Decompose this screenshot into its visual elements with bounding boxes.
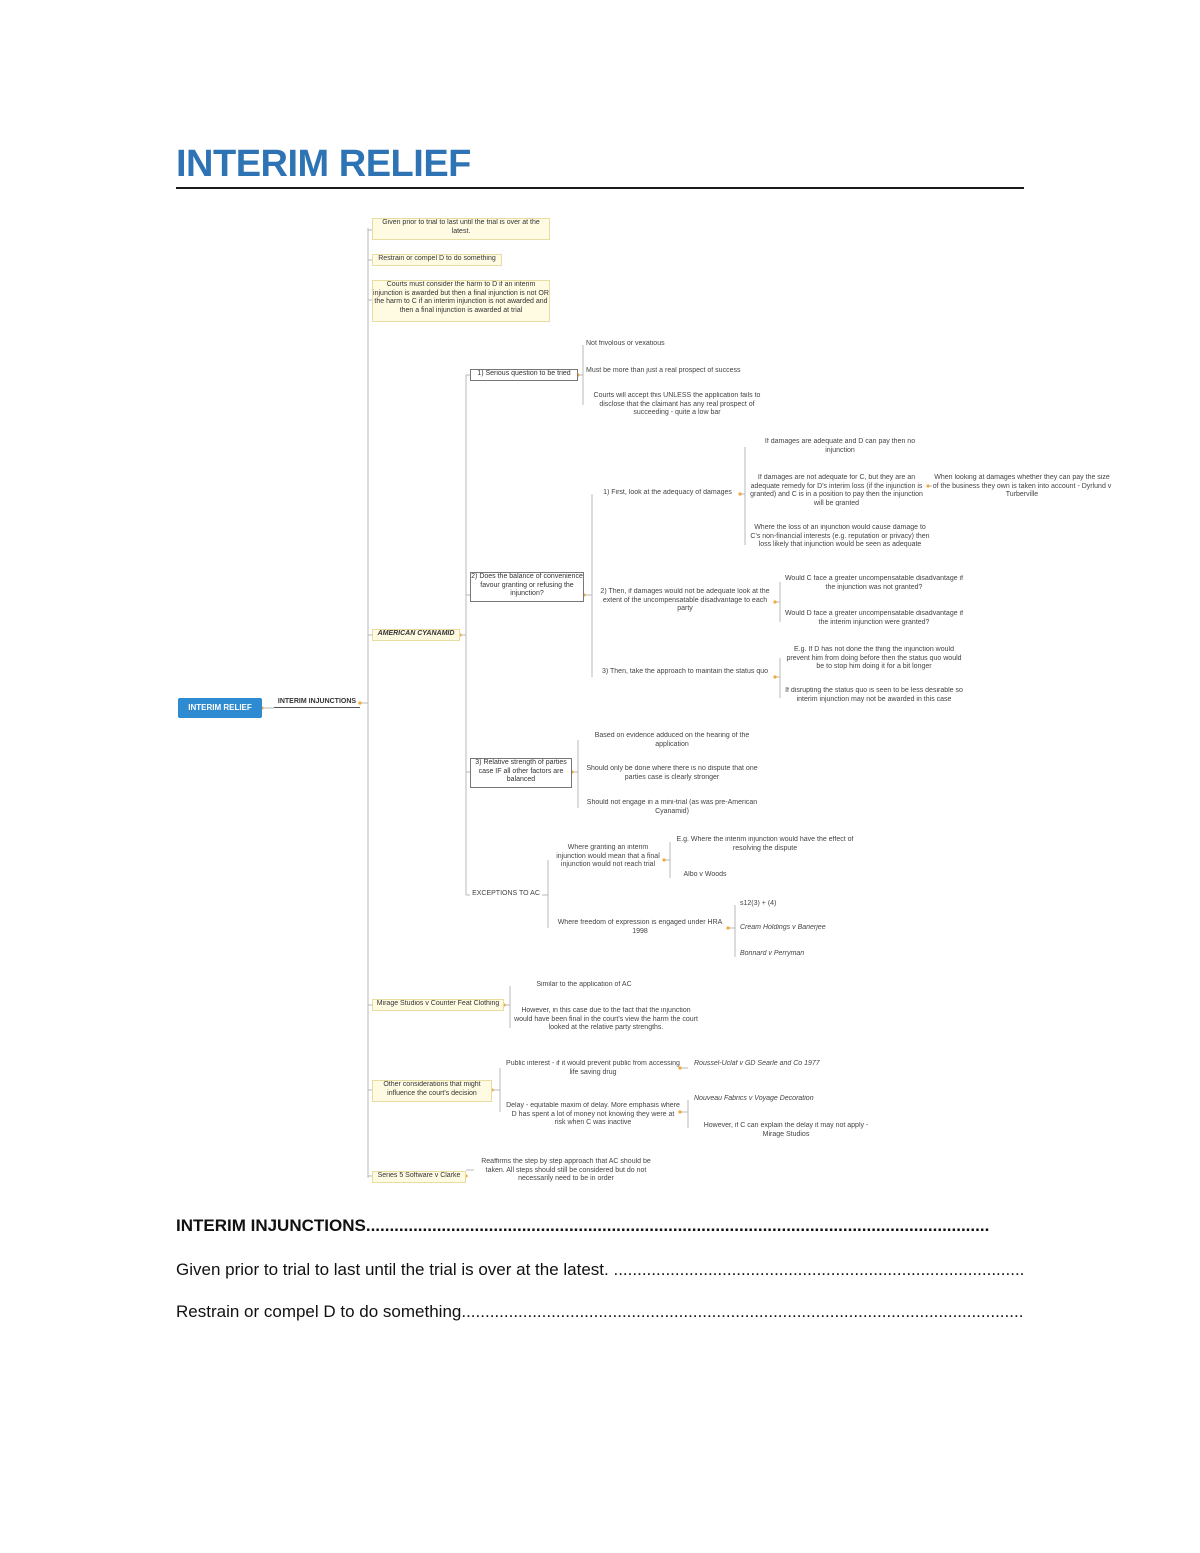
node-courts-consider: Courts must consider the harm to D if an interim injunction is awarded but then a final injunction is not OR the harm to C if an interim injunction is not awarded and then a final injunction is awarded at trial [372, 280, 550, 322]
leaf-mini-trial: Should not engage in a mini-trial (as was pre-American Cyanamid) [586, 799, 758, 815]
paragraph-2-text: Restrain or compel D to do something [176, 1302, 462, 1321]
section-heading-text: INTERIM INJUNCTIONS [176, 1216, 366, 1235]
leaf-c-disadvantage: Would C face a greater uncompensatable disadvantage if the injunction was not granted? [784, 575, 964, 591]
node-final-injunction: Where granting an interim injunction would mean that a final injunction would not reach trial [556, 844, 660, 868]
leaf-d-disadvantage: Would D face a greater uncompensatable disadvantage if the interim injunction were granted? [784, 610, 964, 626]
mind-map-root: INTERIM RELIEF [178, 698, 262, 718]
leaf-more-than-prospect: Must be more than just a real prospect of success [586, 367, 741, 374]
leaf-albo-v-woods: Albo v Woods [683, 871, 727, 878]
mind-map-diagram [170, 210, 1120, 1200]
node-freedom-of-expression: Where freedom of expression is engaged under HRA 1998 [557, 919, 723, 935]
node-serious-question: 1) Serious question to be tried [470, 369, 578, 381]
leaf-damages-not-adequate: If damages are not adequate for C, but they are an adequate remedy for D's interim loss (if the injunction is granted) and C is in a position to pay then the injunction will be granted [750, 474, 923, 506]
leaf-s12: s12(3) + (4) [740, 900, 777, 907]
branch-interim-injunctions: INTERIM INJUNCTIONS [274, 698, 360, 708]
leaf-explain-delay: However, if C can explain the delay it may not apply - Mirage Studios [703, 1122, 869, 1138]
node-status-quo: 3) Then, take the approach to maintain the status quo [601, 668, 769, 675]
node-mirage-studios: Mirage Studios v Counter Feat Clothing [372, 999, 504, 1011]
node-series-5: Series 5 Software v Clarke [372, 1171, 466, 1183]
leaf-status-quo-example: E.g. If D has not done the thing the injunction would prevent him from doing before then the status quo would be to stop him doing it for a bit longer [786, 646, 962, 670]
leaf-bonnard: Bonnard v Perryman [740, 950, 805, 957]
leaf-delay: Delay - equitable maxim of delay. More emphasis where D has spent a lot of money not knowing they were at risk when C was inactive [506, 1102, 680, 1126]
leaf-evidence-adduced: Based on evidence adduced on the hearing of the application [594, 732, 750, 748]
node-american-cyanamid: AMERICAN CYANAMID [372, 629, 460, 641]
node-relative-strength: 3) Relative strength of parties case IF all other factors are balanced [470, 758, 572, 788]
node-restrain: Restrain or compel D to do something [372, 254, 502, 266]
leaf-no-dispute: Should only be done where there is no dispute that one parties case is clearly stronger [586, 765, 758, 781]
leaf-disrupting-status-quo: If disrupting the status quo is seen to be less desirable so interim injunction may not be awarded in this case [785, 687, 963, 703]
leaf-nouveau-fabrics: Nouveau Fabrics v Voyage Decoration [694, 1095, 814, 1102]
node-other-considerations: Other considerations that might influence the court's decision [372, 1080, 492, 1102]
paragraph-1-text: Given prior to trial to last until the trial is over at the latest. [176, 1260, 609, 1279]
page-title: INTERIM RELIEF [176, 143, 471, 185]
leaf-dyrlund: When looking at damages whether they can pay the size of the business they own is taken into account - Dyrlund v Turberville [932, 474, 1112, 498]
leaf-resolving-dispute: E.g. Where the interim injunction would have the effect of resolving the dispute [676, 836, 854, 852]
leaf-cream-holdings: Cream Holdings v Banerjee [740, 924, 826, 931]
leaf-public-interest: Public interest - if it would prevent public from accessing life saving drug [506, 1060, 680, 1076]
node-given-prior: Given prior to trial to last until the trial is over at the latest. [372, 218, 550, 240]
leaf-roussel-uclaf: Roussel-Uclaf v GD Searle and Co 1977 [694, 1060, 820, 1067]
node-adequacy-of-damages: 1) First, look at the adequacy of damages [603, 489, 732, 496]
leaf-damages-adequate: If damages are adequate and D can pay then no injunction [764, 438, 916, 454]
leaf-similar-ac: Similar to the application of AC [536, 981, 632, 988]
title-underline [176, 187, 1024, 189]
section-paragraph-1 [176, 1260, 1096, 1280]
section-heading [176, 1216, 1096, 1236]
node-exceptions: EXCEPTIONS TO AC [472, 890, 540, 897]
leaf-series-5-reaffirms: Reaffirms the step by step approach that AC should be taken. All steps should still be considered but do not necessarily need to be in order [481, 1158, 651, 1182]
node-uncompensatable: 2) Then, if damages would not be adequate look at the extent of the uncompensatable disadvantage to each party [600, 588, 770, 612]
dot-leader: .................................................................................................................................... [365, 1216, 990, 1235]
leaf-non-financial: Where the loss of an injunction would cause damage to C's non-financial interests (e.g. reputation or privacy) then loss likely that injunction would be seen as adequate [750, 524, 930, 548]
leaf-courts-accept: Courts will accept this UNLESS the application fails to disclose that the claimant has any real prospect of succeeding - quite a low bar [593, 392, 761, 416]
dot-leader: ....................................................................................... [613, 1260, 1025, 1279]
leaf-not-frivolous: Not frivolous or vexatious [586, 340, 665, 347]
leaf-mirage-however: However, in this case due to the fact that the injunction would have been final in the court's view the harm the court looked at the relative party strengths. [514, 1007, 698, 1031]
dot-leader: ....................................................................................................................... [461, 1302, 1024, 1321]
node-balance-of-convenience: 2) Does the balance of convenience favour granting or refusing the injunction? [470, 572, 584, 602]
section-paragraph-2 [176, 1302, 1096, 1322]
